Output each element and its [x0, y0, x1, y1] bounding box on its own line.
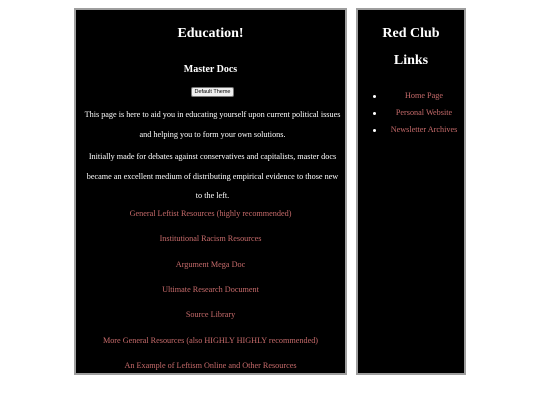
sidebar-item-home — [358, 93, 464, 105]
sidebar-subtitle: Links — [393, 53, 429, 68]
link-more-general-resources[interactable]: More General Resources (also HIGHLY HIGHLY recommended) — [102, 336, 319, 345]
sidebar-link-newsletter-archives[interactable]: Newsletter Archives — [390, 125, 458, 134]
link-source-library[interactable]: Source Library — [185, 310, 236, 319]
link-ultimate-research-document[interactable]: Ultimate Research Document — [162, 285, 259, 294]
sidebar-item-newsletter-archives — [358, 127, 464, 139]
bullet-icon — [373, 112, 376, 115]
sidebar-link-personal-website[interactable]: Personal Website — [395, 108, 453, 117]
sidebar-panel — [356, 8, 466, 375]
page-title: Education! — [177, 26, 244, 41]
default-theme-button[interactable]: Default Theme — [191, 87, 234, 97]
bullet-icon — [373, 129, 376, 132]
sidebar-item-personal-website — [358, 110, 464, 122]
link-leftism-online-example[interactable]: An Example of Leftism Online and Other Resources — [124, 361, 297, 370]
history-paragraph: Initially made for debates against conservatives and capitalists, master docs became an excellent medium of distributing empirical evidence to those new to the left. — [86, 152, 339, 200]
sidebar-link-home-page[interactable]: Home Page — [405, 91, 443, 100]
sidebar-title: Red Club — [382, 26, 440, 41]
bullet-icon — [373, 95, 376, 98]
link-argument-mega-doc[interactable]: Argument Mega Doc — [175, 260, 246, 269]
main-content-panel — [74, 8, 347, 375]
intro-paragraph: This page is here to aid you in educating yourself upon current political issues and helping you to form your own solutions. — [84, 110, 341, 139]
section-subtitle: Master Docs — [183, 64, 238, 75]
link-general-leftist-resources[interactable]: General Leftist Resources (highly recommended) — [129, 209, 292, 218]
link-institutional-racism-resources[interactable]: Institutional Racism Resources — [159, 234, 262, 243]
